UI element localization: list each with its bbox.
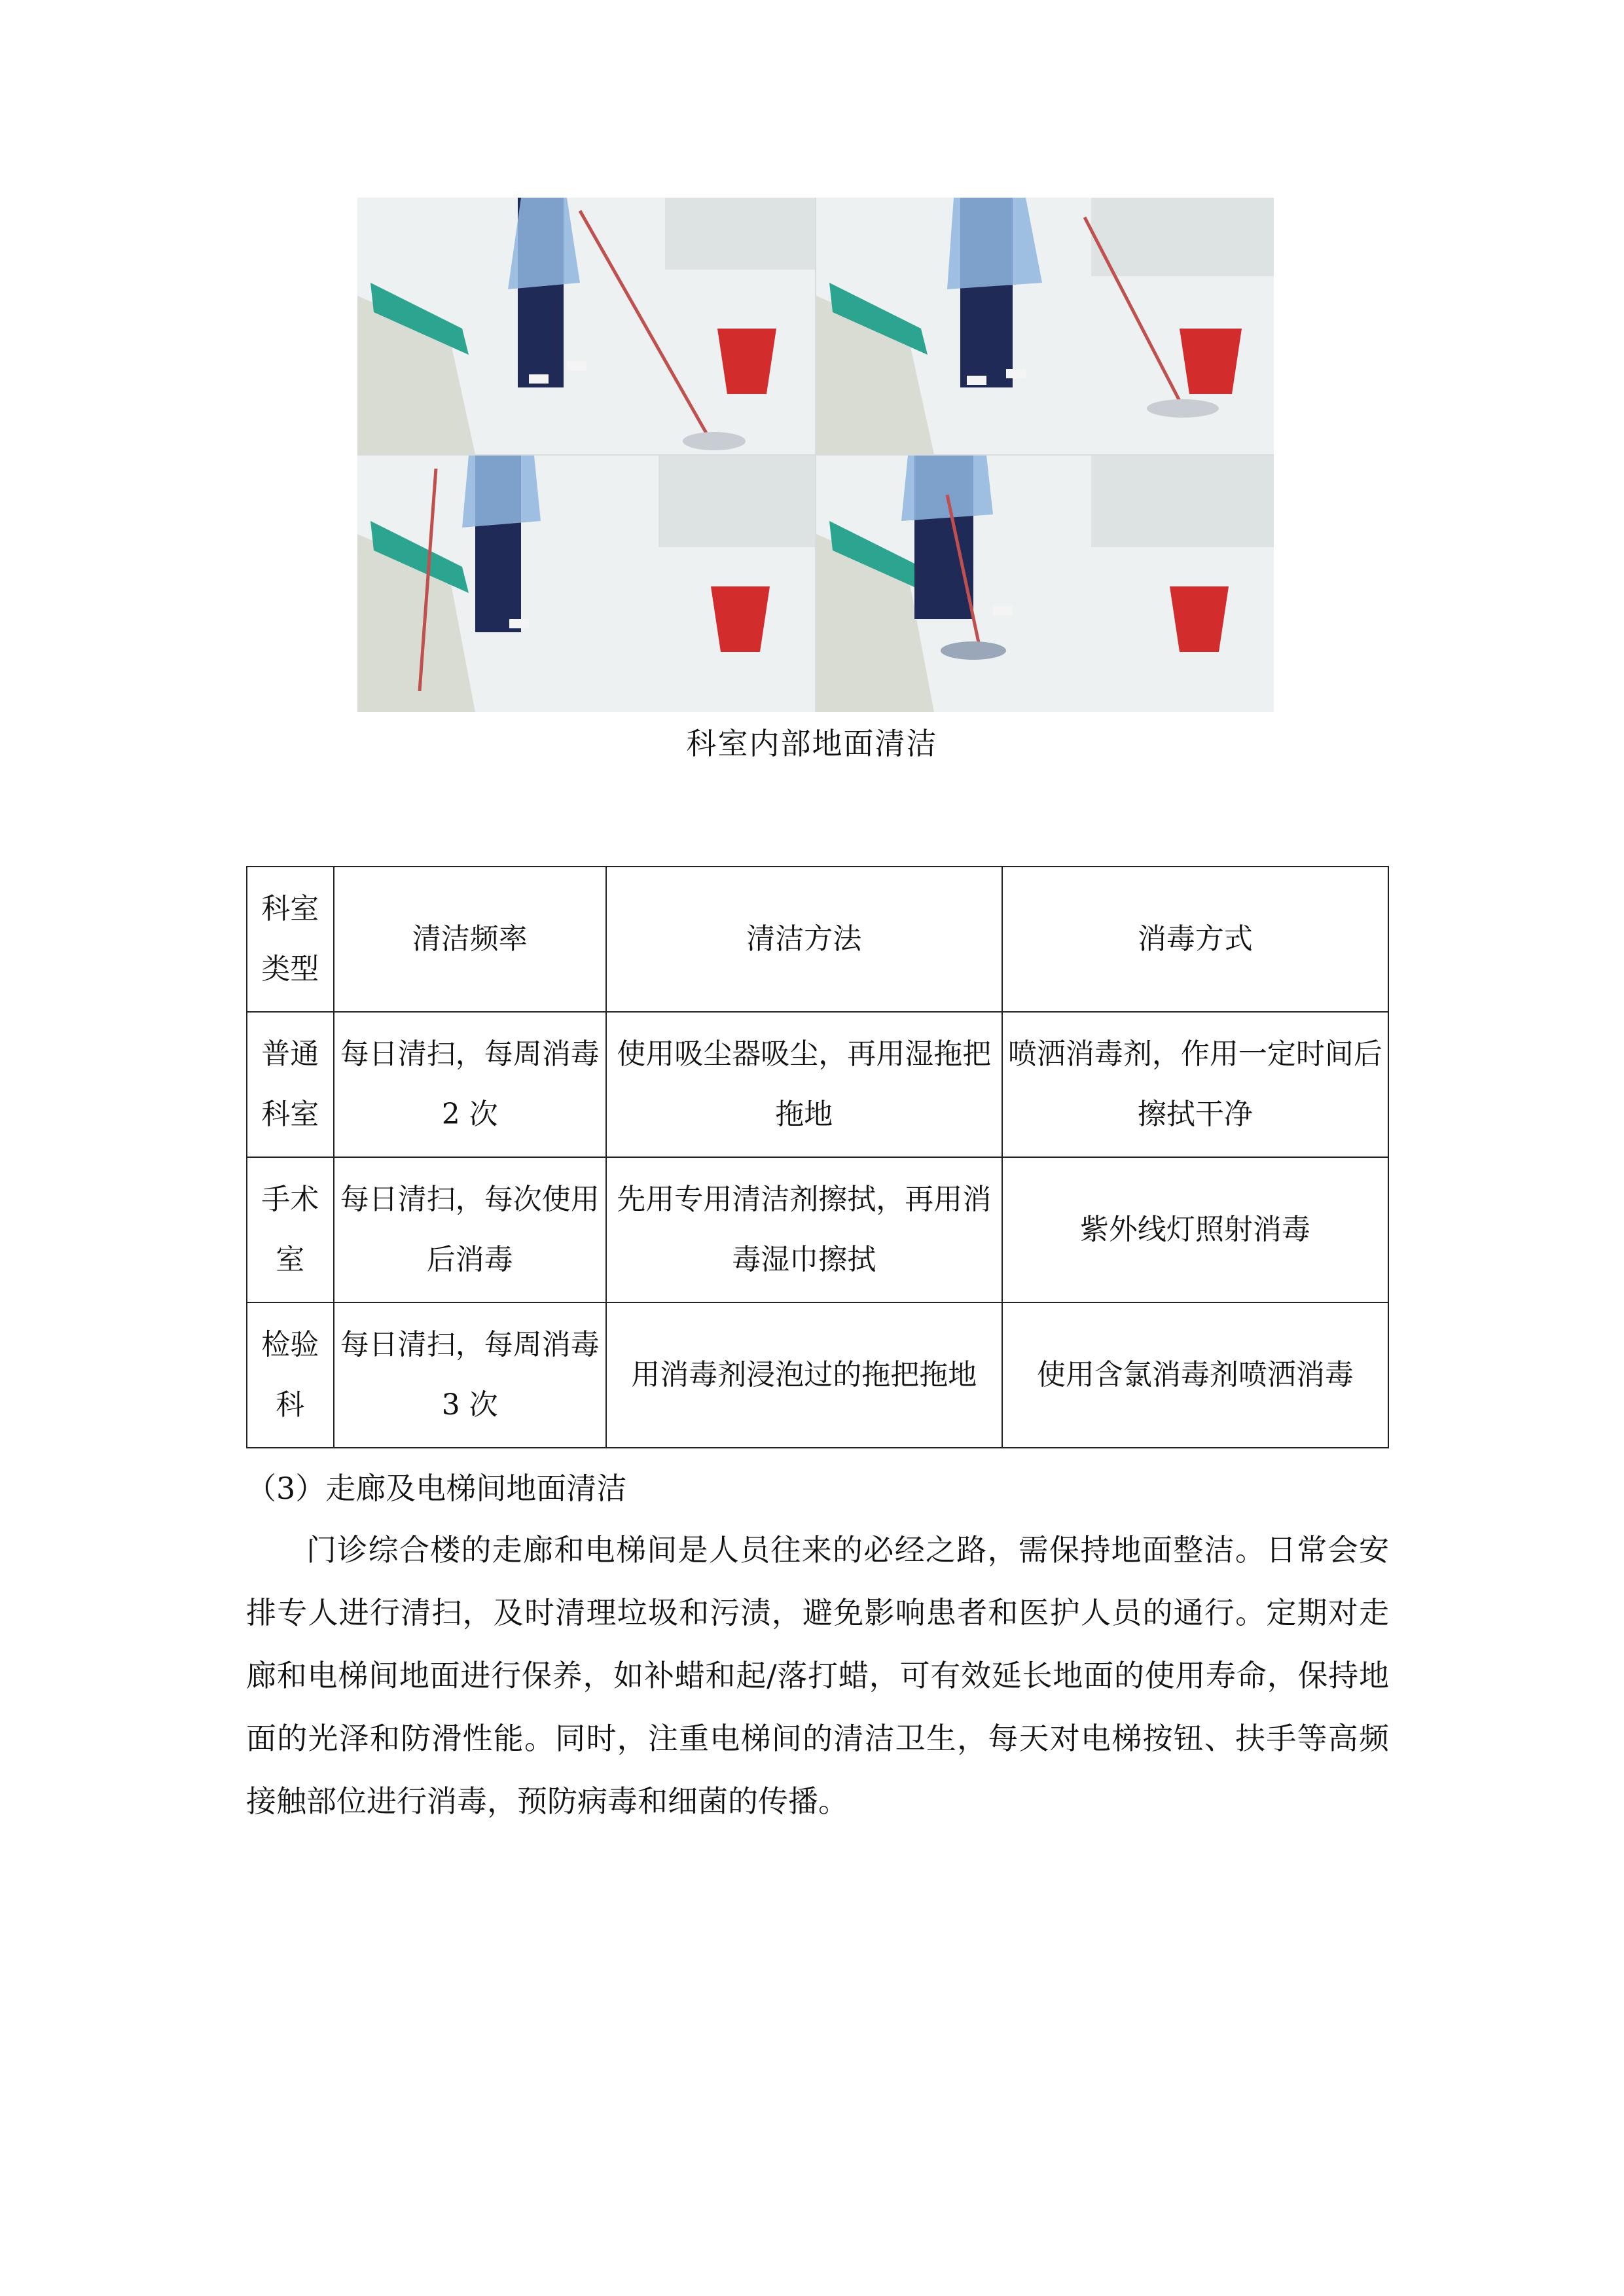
section-paragraph: 门诊综合楼的走廊和电梯间是人员往来的必经之路，需保持地面整洁。日常会安排专人进行清扫，及时清理垃圾和污渍，避免影响患者和医护人员的通行。定期对走廊和电梯间地面进行保养，如补蜡和起/落打蜡，可有效延长地面的使用寿命，保持地面的光泽和防滑性能。同时，注重电梯间的清洁卫生，每天对电梯按钮、扶手等高频接触部位进行消毒，预防病毒和细菌的传播。 [246, 1532, 1389, 1819]
mopping-panel-3 [357, 456, 815, 712]
header-cell: 清洁频率 [334, 867, 606, 1012]
table-row [247, 1157, 1388, 1302]
table-cell: 使用吸尘器吸尘，再用湿拖把拖地 [606, 1012, 1002, 1157]
table-cell: 手术室 [247, 1157, 334, 1302]
header-cell: 清洁方法 [606, 867, 1002, 1012]
cleaning-table [246, 866, 1389, 1448]
table-cell: 喷洒消毒剂，作用一定时间后擦拭干净 [1002, 1012, 1388, 1157]
table-header-row [247, 867, 1388, 1012]
table-cell: 用消毒剂浸泡过的拖把拖地 [606, 1302, 1002, 1448]
table-row [247, 1012, 1388, 1157]
mopping-panel-4 [816, 456, 1274, 712]
figure-caption: 科室内部地面清洁 [686, 726, 938, 761]
table-cell: 每日清扫，每周消毒 2 次 [334, 1012, 606, 1157]
table-cell: 紫外线灯照射消毒 [1002, 1157, 1388, 1302]
header-cell: 消毒方式 [1002, 867, 1388, 1012]
table-cell: 使用含氯消毒剂喷洒消毒 [1002, 1302, 1388, 1448]
table-cell: 每日清扫，每周消毒 3 次 [334, 1302, 606, 1448]
table-row [247, 1302, 1388, 1448]
mopping-photo-grid [357, 198, 1274, 712]
mopping-panel-2 [816, 198, 1274, 454]
table-cell: 检验科 [247, 1302, 334, 1448]
mopping-panel-1 [357, 198, 815, 454]
table-cell: 每日清扫，每次使用后消毒 [334, 1157, 606, 1302]
table-cell: 普通科室 [247, 1012, 334, 1157]
section-heading: （3）走廊及电梯间地面清洁 [246, 1471, 627, 1506]
table-cell: 先用专用清洁剂擦拭，再用消毒湿巾擦拭 [606, 1157, 1002, 1302]
header-cell: 科室类型 [247, 867, 334, 1012]
